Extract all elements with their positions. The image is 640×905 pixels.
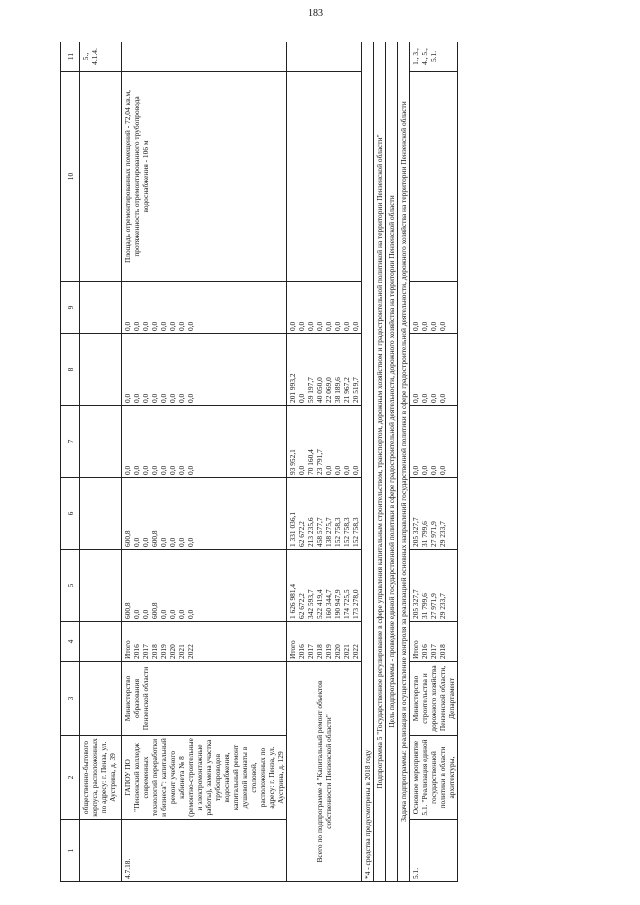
total4-col8: 201 993,2 0,0 59 197,7 40 050,0 22 069,0 38 189,6 21 967,2 20 519,7 (287, 334, 362, 406)
object-name: ГАПОУ ПО "Пензенский колледж современных технологий переработки и бизнеса": капитальный ремонт учебного кабинета № 8 (ремонтно-строительные и электромонтажные работы), замена участка трубопроводов водоснабжения, капитальный ремонт душевой комнаты в столовой, расположенных по адресу: г. Пенза, ул. Аустрина, д. 129 (122, 736, 287, 820)
subprogram-5-task-row (398, 42, 410, 882)
federal-budget-values: 0,0 0,0 0,0 0,0 0,0 0,0 0,0 0,0 (122, 406, 287, 478)
subprogram-5-goal-row (386, 42, 398, 882)
total4-col6: 1 331 036,1 62 672,2 213 235,6 458 577,7 138 275,7 152 758,3 152 758,3 152 758,3 (287, 478, 362, 550)
row51-col7: 0,0 0,0 0,0 0,0 (410, 406, 458, 478)
row-number: 4.7.18. (122, 820, 287, 882)
header-col-3: 3 (61, 662, 80, 736)
header-col-9: 9 (61, 282, 80, 334)
subprogram-4-total-row (287, 42, 362, 882)
subprogram-5-title-row (374, 42, 386, 882)
total-funding-values: 600,8 0,0 0,0 600,8 0,0 0,0 0,0 0,0 (122, 550, 287, 622)
event-name: Основное мероприятие 5.1. "Реализация единой государственной политики в области архитектуры, (410, 736, 458, 820)
total4-col9: 0,0 0,0 0,0 0,0 0,0 0,0 0,0 0,0 (287, 282, 362, 334)
result-indicator: Площадь отремонтированных помещений - 72,04 кв.м, протяженность отремонтированного трубопровода водоснабжения - 106 м (122, 72, 287, 282)
continued-row (80, 42, 122, 882)
row51-col8: 0,0 0,0 0,0 0,0 (410, 334, 458, 406)
header-col-11: 11 (61, 42, 80, 72)
header-col-1: 1 (61, 820, 80, 882)
header-col-8: 8 (61, 334, 80, 406)
subprogram-5-goal: Цель подпрограммы - проведение единой государственной политики в сфере градостроительной деятельности, дорожного хозяйства на территории Пензенской области (386, 42, 398, 882)
table-row-5-1 (410, 42, 458, 882)
continued-indicator-ref: 5., 4.1.4. (80, 42, 122, 72)
executor: Министерство образования Пензенской области (122, 662, 287, 736)
rotated-table-area (60, 42, 580, 882)
footnote: *4 - средства предусмотрены в 2018 году (362, 42, 374, 882)
row51-col6: 205 327,7 31 799,6 27 971,9 29 233,7 (410, 478, 458, 550)
regional-budget-values: 600,8 0,0 0,0 600,8 0,0 0,0 0,0 0,0 (122, 478, 287, 550)
continued-object-name: общественно-бытового корпуса, расположенных по адресу: г. Пенза, ул. Аустрина, д. 39 (80, 736, 122, 820)
page-number: 183 (308, 8, 323, 19)
header-col-10: 10 (61, 72, 80, 282)
row51-col5: 205 327,7 31 799,6 27 971,9 29 233,7 (410, 550, 458, 622)
footnote-row (362, 42, 374, 882)
header-col-4: 4 (61, 622, 80, 662)
budget-table (60, 42, 458, 882)
header-col-6: 6 (61, 478, 80, 550)
year-list: Итого 2016 2017 2018 2019 2020 2021 2022 (122, 622, 287, 662)
year-list: Итого 2016 2017 2018 (410, 622, 458, 662)
indicator-ref: 1., 3., 4., 5., 5.1. (410, 42, 458, 72)
total-year-list: Итого 2016 2017 2018 2019 2020 2021 2022 (287, 622, 362, 662)
subprogram-5-task: Задача подпрограммы: реализация и осуществление контроля за реализацией основных направлений государственной политики в сфере градостроительной деятельности, дорожного хозяйства на территории Пензенской области (398, 42, 410, 882)
subprogram-4-total-label: Всего по подпрограмме 4 "Капитальный ремонт объектов собственности Пензенской области" (287, 662, 362, 882)
total4-col7: 93 952,1 0,0 70 160,4 23 791,7 0,0 0,0 0,0 0,0 (287, 406, 362, 478)
row51-col9: 0,0 0,0 0,0 0,0 (410, 282, 458, 334)
other-sources-values: 0,0 0,0 0,0 0,0 0,0 0,0 0,0 0,0 (122, 282, 287, 334)
row-number: 5.1. (410, 820, 458, 882)
header-col-7: 7 (61, 406, 80, 478)
local-budget-values: 0,0 0,0 0,0 0,0 0,0 0,0 0,0 0,0 (122, 334, 287, 406)
header-col-2: 2 (61, 736, 80, 820)
landscape-table-wrapper (60, 42, 580, 882)
header-row (61, 42, 80, 882)
subprogram-5-title: Подпрограмма 5 "Государственное регулирование в сфере управления капитальным строительством, транспортом, дорожным хозяйством и градостроительной политикой на территории Пензенской области" (374, 42, 386, 882)
executor: Министерство строительства и дорожного хозяйства Пензенской области, Департамент (410, 662, 458, 736)
total4-col5: 1 626 981,4 62 672,2 342 593,7 522 419,4 160 344,7 190 947,9 174 725,5 173 278,0 (287, 550, 362, 622)
table-row-4-7-18 (122, 42, 287, 882)
header-col-5: 5 (61, 550, 80, 622)
